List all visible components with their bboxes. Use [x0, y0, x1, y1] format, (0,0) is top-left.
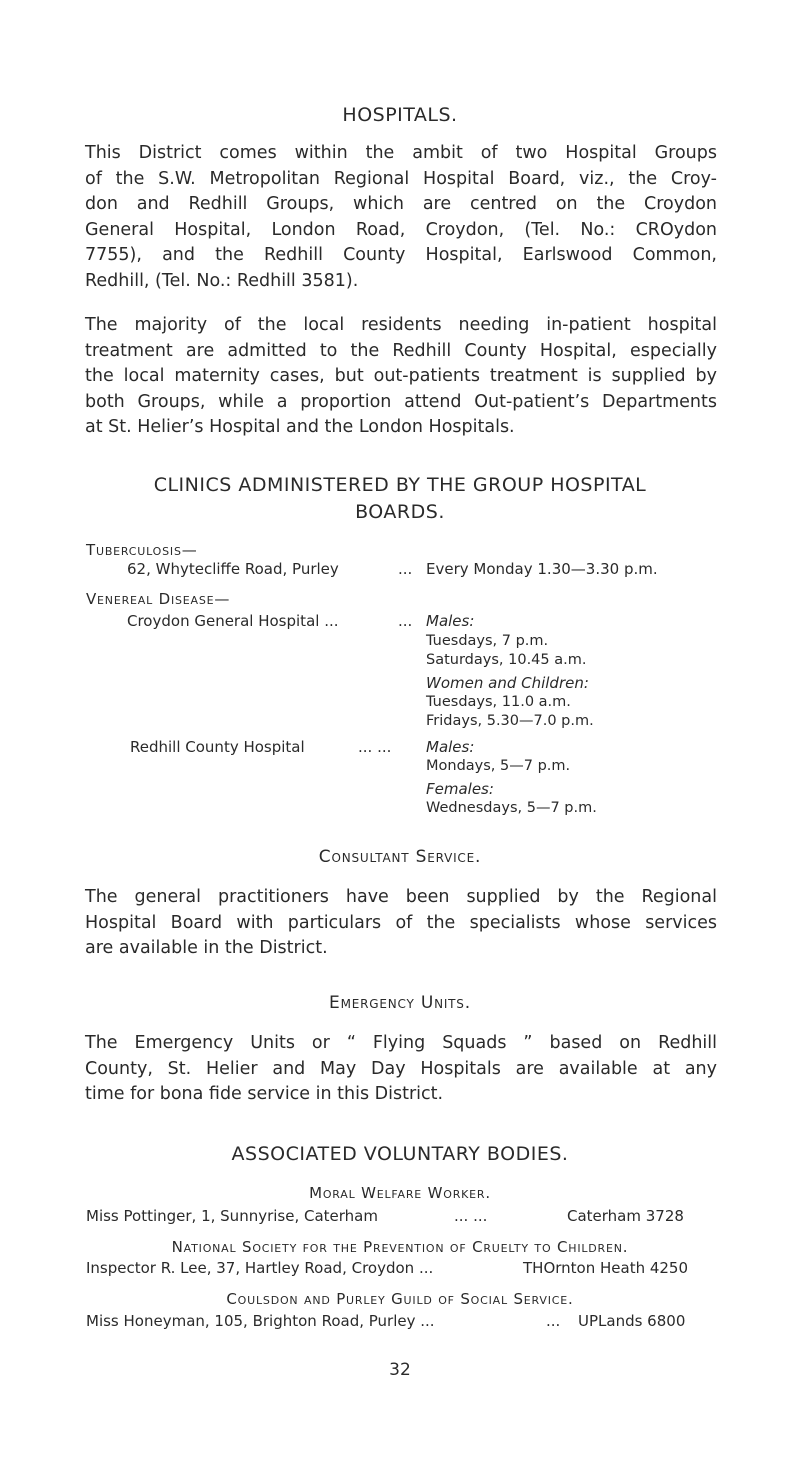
leader-dots: ... ...: [358, 738, 392, 756]
text-line: both Groups, while a proportion attend Out-patient’s Departments: [85, 391, 717, 412]
redhill-males-time: Mondays, 5—7 p.m.: [426, 758, 571, 774]
nspcc-entry: Inspector R. Lee, 37, Hartley Road, Croydon ...: [86, 1259, 434, 1277]
text-line: at St. Helier’s Hospital and the London Hospitals.: [85, 417, 515, 437]
redhill-females-label: Females:: [426, 780, 494, 798]
guild-title: Coulsdon and Purley Guild of Social Service.: [226, 1290, 574, 1308]
text-line: County, St. Helier and May Day Hospitals are available at any: [85, 1058, 717, 1079]
moral-welfare-title: Moral Welfare Worker.: [309, 1184, 491, 1202]
page-number: 32: [389, 1360, 411, 1380]
text-line: time for bona fide service in this District.: [85, 1084, 444, 1104]
text-line: the local maternity cases, but out-patients treatment is supplied by: [85, 366, 717, 386]
text-line: The Emergency Units or “ Flying Squads ” based on Redhill: [85, 1033, 717, 1053]
voluntary-heading: ASSOCIATED VOLUNTARY BODIES.: [231, 1143, 569, 1165]
text-line: This District comes within the ambit of two Hospital Groups: [85, 143, 717, 163]
croydon-males-time-2: Saturdays, 10.45 a.m.: [426, 652, 587, 668]
clinics-heading-line2: BOARDS.: [355, 501, 445, 523]
croydon-women-label: Women and Children:: [426, 674, 589, 692]
text-line: Hospital Board with particulars of the specialists whose services: [85, 912, 717, 933]
residents-paragraph: [85, 313, 717, 441]
tuberculosis-time: Every Monday 1.30—3.30 p.m.: [426, 560, 658, 578]
text-line: The majority of the local residents needing in-patient hospital: [85, 315, 717, 335]
tuberculosis-title: Tuberculosis—: [86, 541, 198, 559]
venereal-disease-title: Venereal Disease—: [86, 590, 231, 608]
leader-dots: ...: [546, 1312, 561, 1330]
nspcc-title: National Society for the Prevention of Cruelty to Children.: [171, 1238, 629, 1256]
text-line: Redhill, (Tel. No.: Redhill 3581).: [85, 270, 359, 291]
croydon-males-time-1: Tuesdays, 7 p.m.: [426, 633, 549, 649]
leader-dots: ...: [398, 612, 413, 630]
tuberculosis-place: 62, Whytecliffe Road, Purley: [127, 560, 339, 578]
text-line: 7755), and the Redhill County Hospital, Earlswood Common,: [85, 245, 717, 265]
guild-tel: UPLands 6800: [578, 1312, 686, 1330]
croydon-women-time-1: Tuesdays, 11.0 a.m.: [426, 694, 571, 710]
moral-welfare-tel: Caterham 3728: [567, 1207, 684, 1225]
consultant-heading: Consultant Service.: [318, 847, 482, 867]
text-line: General Hospital, London Road, Croydon, (Tel. No.: CROydon: [85, 219, 717, 240]
moral-welfare-entry: Miss Pottinger, 1, Sunnyrise, Caterham: [86, 1207, 378, 1225]
consultant-paragraph: [85, 885, 717, 962]
leader-dots: ... ...: [454, 1207, 488, 1225]
text-line: are available in the District.: [85, 938, 328, 958]
redhill-males-label: Males:: [426, 738, 475, 756]
text-line: don and Redhill Groups, which are centred on the Croydon: [85, 194, 717, 214]
text-line: The general practitioners have been supplied by the Regional: [85, 887, 717, 907]
croydon-women-time-2: Fridays, 5.30—7.0 p.m.: [426, 713, 594, 729]
page-heading: HOSPITALS.: [342, 104, 458, 126]
guild-entry: Miss Honeyman, 105, Brighton Road, Purley ...: [86, 1312, 435, 1330]
leader-dots: ...: [398, 560, 413, 578]
clinics-heading-line1: CLINICS ADMINISTERED BY THE GROUP HOSPITAL: [153, 474, 647, 496]
nspcc-tel: THOrnton Heath 4250: [523, 1259, 689, 1277]
emergency-heading: Emergency Units.: [329, 993, 471, 1013]
intro-paragraph: [85, 141, 717, 294]
redhill-females-time: Wednesdays, 5—7 p.m.: [426, 800, 597, 816]
text-line: of the S.W. Metropolitan Regional Hospital Board, viz., the Croy-: [85, 168, 717, 189]
text-line: treatment are admitted to the Redhill County Hospital, especially: [85, 340, 717, 361]
redhill-hospital-name: Redhill County Hospital: [130, 738, 305, 756]
croydon-hospital-name: Croydon General Hospital ...: [127, 612, 339, 630]
emergency-paragraph: [85, 1031, 717, 1108]
croydon-males-label: Males:: [426, 612, 475, 630]
